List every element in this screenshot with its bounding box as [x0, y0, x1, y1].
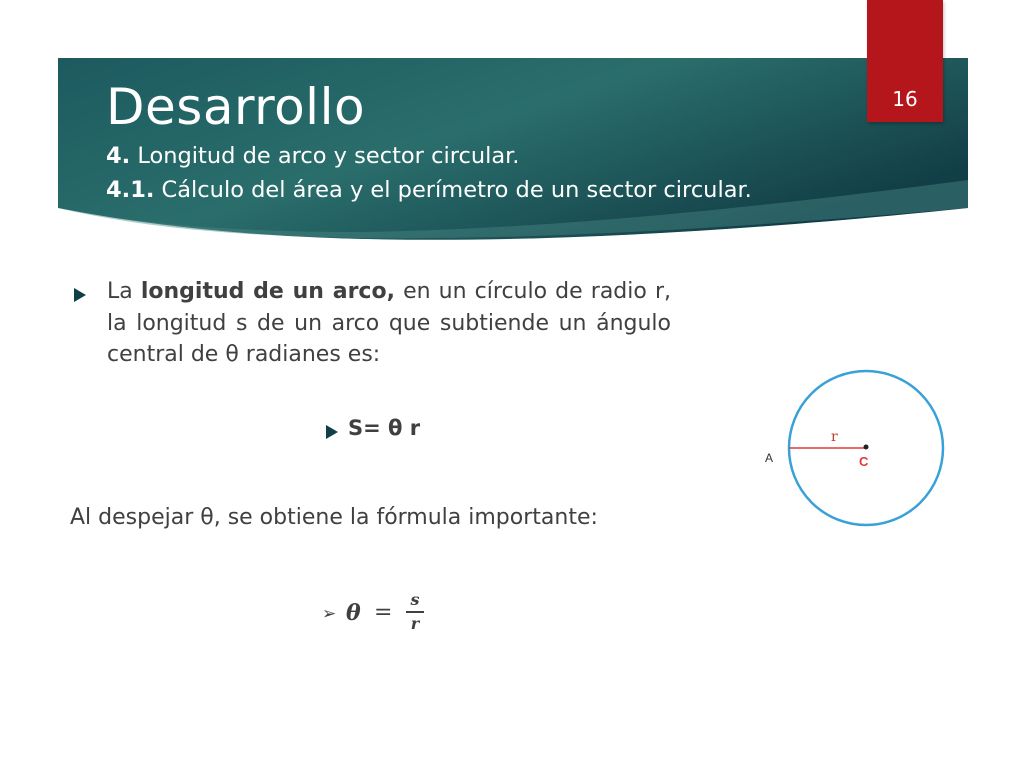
fraction-numerator: s — [410, 590, 420, 609]
subtitle-section — [106, 143, 519, 169]
para-prefix: La — [107, 279, 141, 304]
subtitle-section-text: Longitud de arco y sector circular. — [130, 143, 520, 169]
arc-length-formula: S= θ r — [348, 416, 421, 440]
center-point — [864, 445, 869, 450]
para-bold-term: longitud de un arco, — [140, 279, 395, 304]
fraction-denominator: r — [410, 613, 420, 633]
despejar-text: Al despejar θ, se obtiene la fórmula importante: — [70, 505, 598, 530]
subtitle-subsection — [106, 177, 752, 203]
bullet-arrow-icon — [326, 425, 338, 439]
fraction — [406, 590, 424, 634]
para-suffix: en un círculo de radio r, la longitud s de un arco que subtiende un ángulo central de θ radianes es: — [107, 279, 672, 367]
fraction-bar — [406, 611, 424, 613]
arc-length-paragraph — [107, 276, 671, 371]
center-label: C — [859, 454, 869, 469]
check-arrow-icon: ➢ — [322, 604, 337, 624]
theta-symbol: θ — [346, 600, 361, 626]
point-a-label: A — [765, 451, 774, 465]
subtitle-section-number: 4. — [106, 143, 131, 169]
equals-sign: = — [374, 600, 393, 625]
page-number: 16 — [892, 87, 918, 111]
radius-label: r — [831, 429, 838, 445]
subtitle-subsection-text: Cálculo del área y el perímetro de un sector circular. — [154, 177, 752, 203]
bullet-arrow-icon — [74, 288, 86, 302]
slide-title: Desarrollo — [106, 78, 366, 136]
circle-diagram — [755, 368, 955, 533]
subtitle-subsection-number: 4.1. — [106, 177, 155, 203]
